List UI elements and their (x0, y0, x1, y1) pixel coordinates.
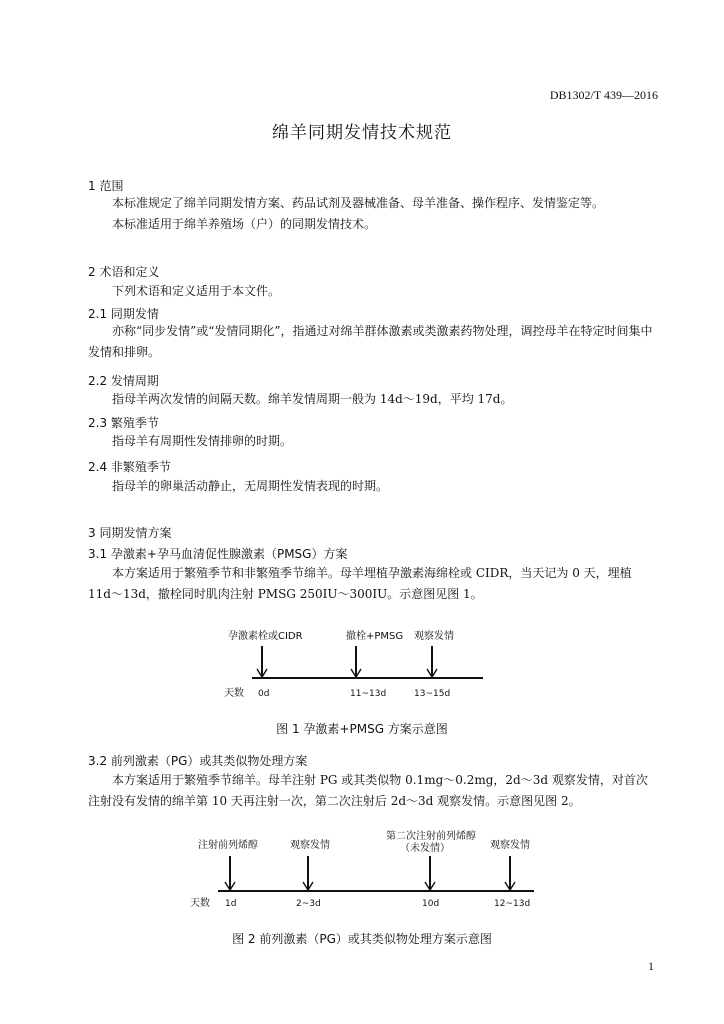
figure-1-caption: 图 1 孕激素+PMSG 方案示意图 (276, 722, 448, 736)
figure-2-caption: 图 2 前列激素（PG）或其类似物处理方案示意图 (232, 932, 492, 946)
section-2-heading: 2 术语和定义 (88, 265, 160, 279)
figure-2-label-observe-2: 观察发情 (490, 840, 530, 851)
section-2-2-text: 指母羊两次发情的间隔天数。绵羊发情周期一般为 14d～19d，平均 17d。 (112, 392, 513, 406)
figure-1-axis-label: 天数 (224, 688, 244, 699)
figure-2-tick-10d: 10d (422, 899, 440, 909)
figure-2-tick-1d: 1d (225, 899, 237, 909)
section-3-1-text: 本方案适用于繁殖季节和非繁殖季节绵羊。母羊埋植孕激素海绵栓或 CIDR，当天记为 0 天，埋植 11d～13d，撤栓同时肌肉注射 PMSG 250IU～300IU。示意图见图 1。 (88, 566, 632, 601)
section-2-4-text: 指母羊的卵巢活动静止，无周期性发情表现的时期。 (112, 479, 389, 493)
figure-1-label-observe: 观察发情 (414, 631, 454, 642)
figure-1-label-progestogen: 孕激素栓或CIDR (228, 631, 303, 642)
figure-2-label-not-in-heat-text: （未发情） (400, 843, 450, 854)
figure-1-tick-11-13d: 11~13d (350, 689, 387, 699)
section-3-heading: 3 同期发情方案 (88, 526, 172, 540)
section-2-2-heading: 2.2 发情周期 (88, 374, 159, 388)
figure-1-tick-13-15d: 13~15d (414, 689, 451, 699)
figure-2-label-second-inject: 第二次注射前列烯醇 (386, 831, 476, 842)
figure-2-label-inject: 注射前列烯醇 (198, 840, 258, 851)
figure-1-label-withdraw-pmsg: 撤栓+PMSG (346, 631, 404, 642)
page-title: 绵羊同期发情技术规范 (272, 123, 452, 143)
page-number: 1 (648, 959, 654, 973)
figure-1-diagram (200, 622, 500, 702)
section-3-2-heading: 3.2 前列激素（PG）或其类似物处理方案 (88, 754, 308, 768)
section-2-4-heading: 2.4 非繁殖季节 (88, 460, 171, 474)
section-1-paragraph-1: 本标准规定了绵羊同期发情方案、药品试剂及器械准备、母羊准备、操作程序、发情鉴定等。 (112, 196, 605, 210)
section-3-2-text: 本方案适用于繁殖季节绵羊。母羊注射 PG 或其类似物 0.1mg～0.2mg，2d～3d 观察发情，对首次注射没有发情的绵羊第 10 天再注射一次，第二次注射后 2d～3d 观察发情。示意图见图 2。 (88, 773, 648, 808)
document-number: DB1302/T 439—2016 (549, 88, 658, 102)
figure-2-diagram (180, 826, 540, 912)
section-2-1-heading: 2.1 同期发情 (88, 307, 159, 321)
section-2-3-heading: 2.3 繁殖季节 (88, 416, 159, 430)
section-3-1-heading: 3.1 孕激素+孕马血清促性腺激素（PMSG）方案 (88, 547, 348, 561)
section-2-paragraph-1: 下列术语和定义适用于本文件。 (112, 284, 281, 298)
figure-2-axis-label: 天数 (190, 898, 210, 909)
figure-2-label-observe-1: 观察发情 (290, 840, 330, 851)
figure-2-tick-12-13d: 12~13d (494, 899, 531, 909)
section-1-paragraph-2: 本标准适用于绵羊养殖场（户）的同期发情技术。 (112, 217, 377, 231)
section-2-1-text: 亦称“同步发情”或“发情同期化”，指通过对绵羊群体激素或类激素药物处理，调控母羊在特定时间集中发情和排卵。 (88, 324, 653, 359)
figure-2-tick-2-3d: 2~3d (296, 899, 321, 909)
section-1-heading: 1 范围 (88, 179, 124, 193)
figure-1-tick-0d: 0d (258, 689, 270, 699)
section-2-3-text: 指母羊有周期性发情排卵的时期。 (112, 434, 293, 448)
